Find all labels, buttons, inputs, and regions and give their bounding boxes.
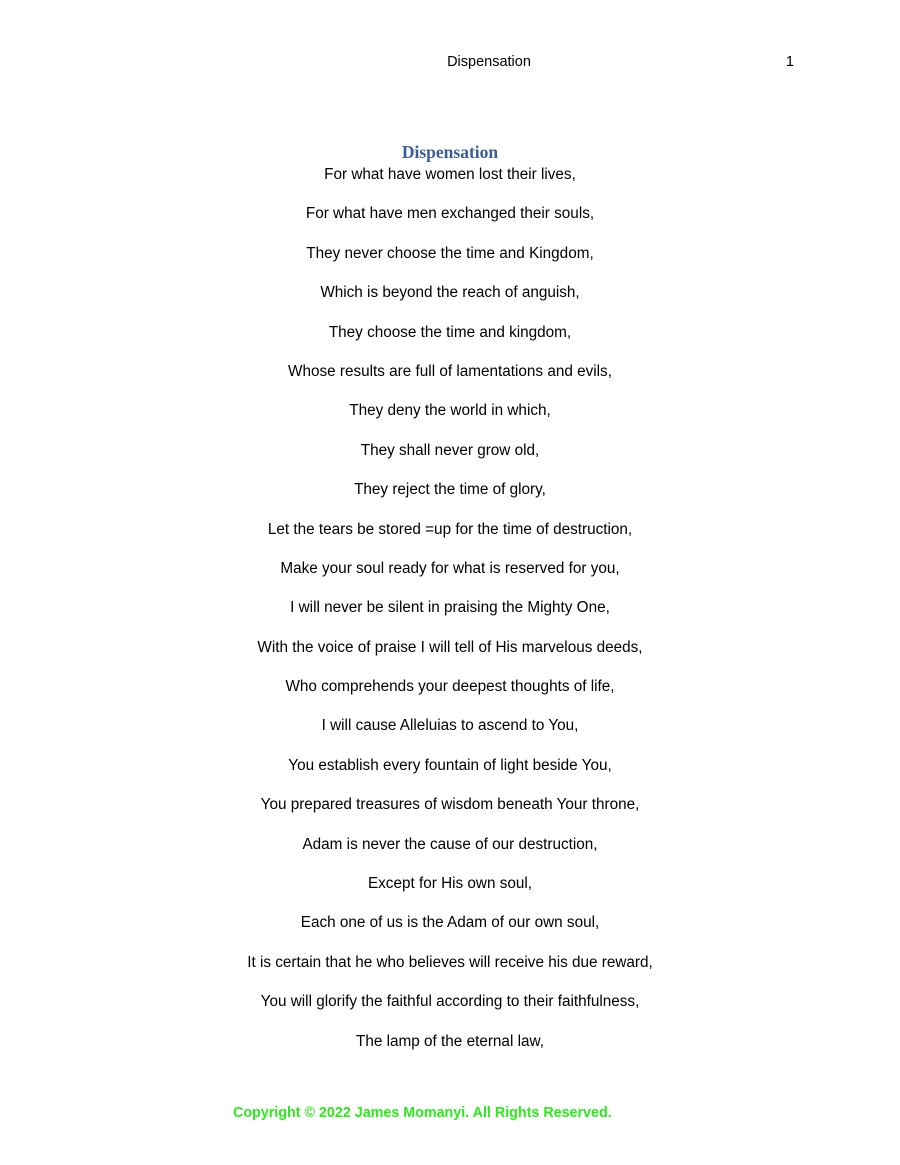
poem-line-text: Whose results are full of lamentations and evils, bbox=[288, 362, 612, 380]
poem-line-text: Who comprehends your deepest thoughts of life, bbox=[285, 678, 615, 696]
poem-line bbox=[0, 636, 900, 675]
poem-line bbox=[0, 360, 900, 399]
poem-line-text: They choose the time and kingdom, bbox=[328, 323, 572, 341]
poem-line bbox=[0, 321, 900, 360]
poem-line-text: The lamp of the eternal law, bbox=[356, 1032, 544, 1050]
poem-line-text: It is certain that he who believes will receive his due reward, bbox=[247, 953, 653, 971]
poem-line bbox=[0, 202, 900, 241]
poem-line bbox=[0, 399, 900, 438]
poem-line bbox=[0, 911, 900, 950]
poem-line bbox=[0, 557, 900, 596]
poem-line-text: Make your soul ready for what is reserved for you, bbox=[280, 559, 620, 577]
poem-line-text: You prepared treasures of wisdom beneath Your throne, bbox=[260, 796, 640, 814]
poem-lines bbox=[0, 163, 900, 1069]
poem-line bbox=[0, 242, 900, 281]
poem-line bbox=[0, 163, 900, 202]
poem-line-text: Adam is never the cause of our destruction, bbox=[302, 835, 598, 853]
header-title-wrap bbox=[0, 52, 900, 72]
copyright-footer: Copyright © 2022 James Momanyi. All Rights Reserved. bbox=[233, 1105, 612, 1121]
poem-line-text: You will glorify the faithful according to their faithfulness, bbox=[260, 993, 640, 1011]
poem-line-text: They shall never grow old, bbox=[360, 441, 540, 459]
poem-line-text: Let the tears be stored =up for the time of destruction, bbox=[267, 520, 633, 538]
poem bbox=[0, 141, 900, 1069]
poem-line-text: For what have women lost their lives, bbox=[324, 166, 576, 183]
poem-line-text: They reject the time of glory, bbox=[354, 481, 546, 499]
poem-line bbox=[0, 754, 900, 793]
poem-line bbox=[0, 951, 900, 990]
poem-line-text: I will never be silent in praising the Mighty One, bbox=[290, 599, 610, 617]
poem-line bbox=[0, 990, 900, 1029]
header-title: Dispensation bbox=[447, 54, 531, 70]
page-number: 1 bbox=[785, 54, 794, 70]
poem-line-text: They never choose the time and Kingdom, bbox=[306, 244, 594, 262]
poem-line-text: Which is beyond the reach of anguish, bbox=[320, 284, 580, 302]
poem-line-text: I will cause Alleluias to ascend to You, bbox=[321, 717, 579, 735]
poem-line bbox=[0, 833, 900, 872]
poem-line bbox=[0, 478, 900, 517]
poem-line bbox=[0, 281, 900, 320]
poem-line bbox=[0, 675, 900, 714]
poem-line-text: For what have men exchanged their souls, bbox=[305, 205, 595, 223]
poem-line bbox=[0, 793, 900, 832]
poem-line bbox=[0, 1030, 900, 1069]
poem-line bbox=[0, 872, 900, 911]
poem-title: Dispensation bbox=[401, 142, 499, 162]
poem-line bbox=[0, 714, 900, 753]
poem-line-text: Except for His own soul, bbox=[367, 875, 533, 893]
poem-line-text: You establish every fountain of light beside You, bbox=[288, 756, 612, 774]
poem-line bbox=[0, 596, 900, 635]
poem-line-text: With the voice of praise I will tell of His marvelous deeds, bbox=[257, 638, 643, 656]
poem-line bbox=[0, 439, 900, 478]
poem-line bbox=[0, 518, 900, 557]
running-header bbox=[0, 52, 900, 74]
poem-line-text: Each one of us is the Adam of our own soul, bbox=[300, 914, 600, 932]
poem-line-text: They deny the world in which, bbox=[349, 402, 551, 420]
